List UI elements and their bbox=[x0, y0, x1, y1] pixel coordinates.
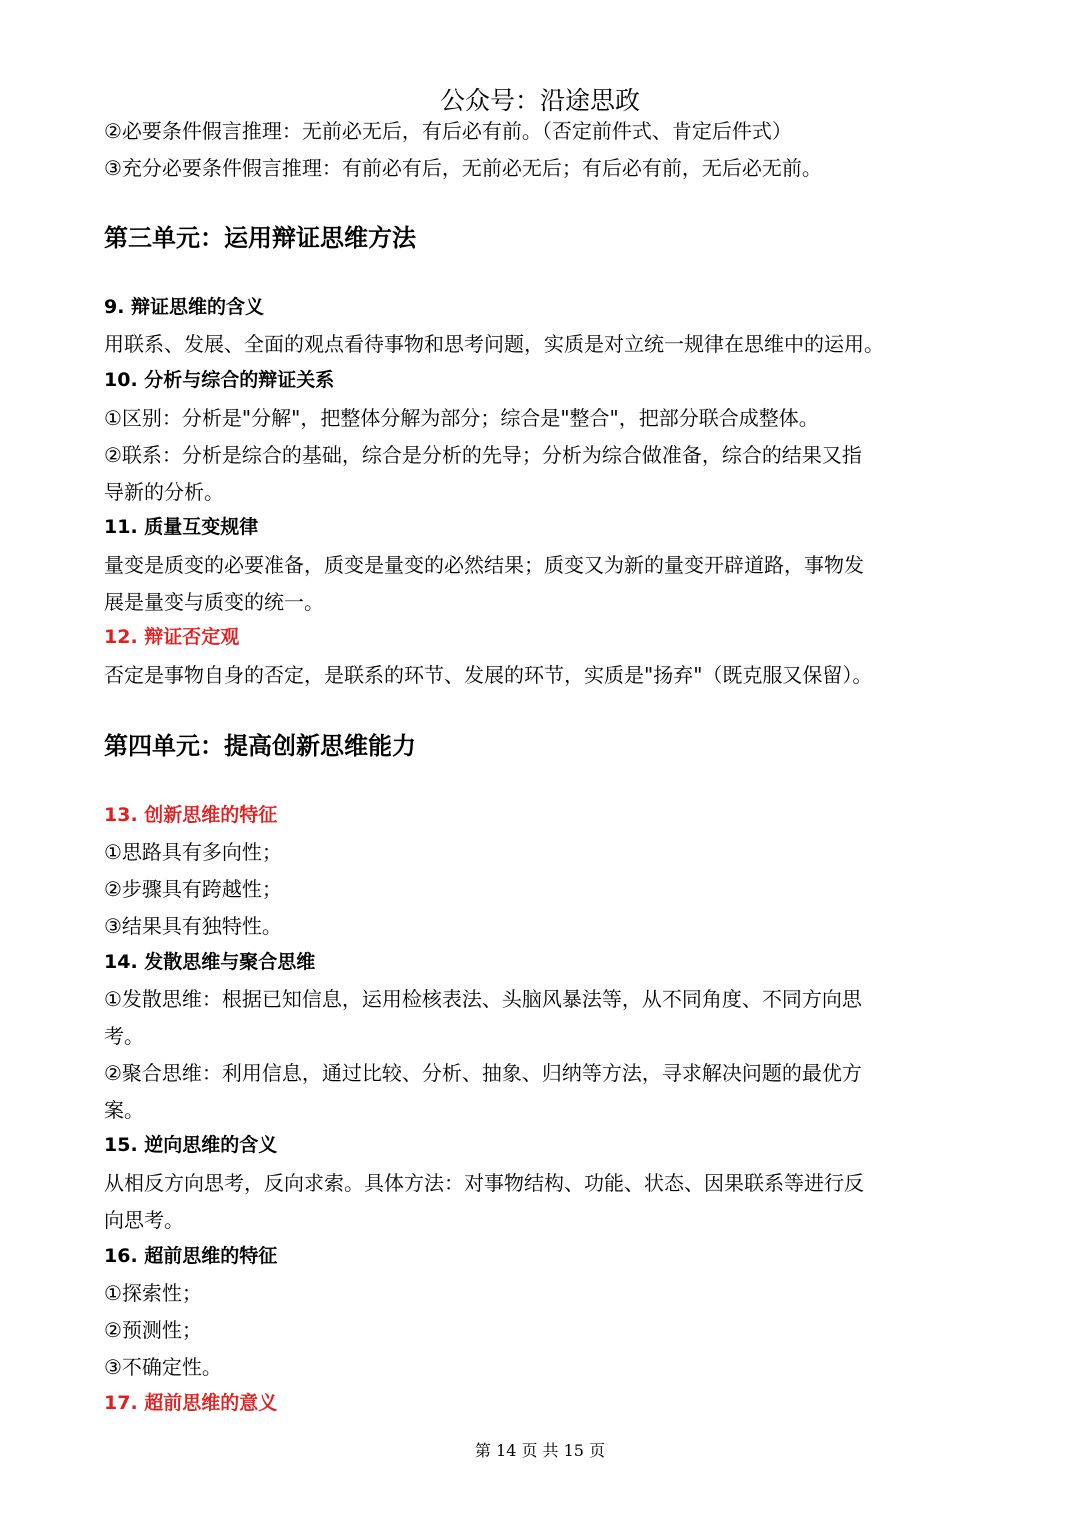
section-heading: 9. 辩证思维的含义 bbox=[104, 296, 265, 318]
text-line: ①发散思维：根据已知信息，运用检核表法、头脑风暴法等，从不同角度、不同方向思 bbox=[104, 987, 862, 1011]
text-line: 从相反方向思考，反向求索。具体方法：对事物结构、功能、状态、因果联系等进行反 bbox=[104, 1171, 864, 1195]
text-line: ②聚合思维：利用信息，通过比较、分析、抽象、归纳等方法，寻求解决问题的最优方 bbox=[104, 1061, 862, 1085]
unit-heading: 第四单元：提高创新思维能力 bbox=[104, 732, 416, 760]
section-heading-highlighted: 12. 辩证否定观 bbox=[104, 626, 240, 648]
text-line: ①区别：分析是"分解"，把整体分解为部分；综合是"整合"，把部分联合成整体。 bbox=[104, 406, 819, 430]
text-line: ②步骤具有跨越性； bbox=[104, 877, 282, 901]
section-heading: 10. 分析与综合的辩证关系 bbox=[104, 369, 335, 391]
text-line: ①探索性； bbox=[104, 1281, 202, 1305]
section-heading-highlighted: 17. 超前思维的意义 bbox=[104, 1392, 278, 1414]
text-line: 考。 bbox=[104, 1024, 144, 1048]
text-line: 用联系、发展、全面的观点看待事物和思考问题，实质是对立统一规律在思维中的运用。 bbox=[104, 332, 884, 356]
text-line: ②联系：分析是综合的基础，综合是分析的先导；分析为综合做准备，综合的结果又指 bbox=[104, 443, 862, 467]
text-line: 展是量变与质变的统一。 bbox=[104, 590, 324, 614]
text-line: ③充分必要条件假言推理：有前必有后，无前必无后；有后必有前，无后必无前。 bbox=[104, 156, 822, 180]
unit-heading: 第三单元：运用辩证思维方法 bbox=[104, 224, 416, 252]
page-footer: 第 14 页 共 15 页 bbox=[474, 1441, 606, 1460]
text-line: ①思路具有多向性； bbox=[104, 840, 282, 864]
section-heading-highlighted: 13. 创新思维的特征 bbox=[104, 804, 278, 826]
section-heading: 11. 质量互变规律 bbox=[104, 516, 259, 538]
text-line: 导新的分析。 bbox=[104, 480, 224, 504]
section-heading: 16. 超前思维的特征 bbox=[104, 1245, 278, 1267]
text-line: 向思考。 bbox=[104, 1208, 184, 1232]
page-header: 公众号：沿途思政 bbox=[439, 86, 640, 115]
text-line: ③结果具有独特性。 bbox=[104, 914, 282, 938]
text-line: ②预测性； bbox=[104, 1318, 202, 1342]
section-heading: 15. 逆向思维的含义 bbox=[104, 1134, 278, 1156]
section-heading: 14. 发散思维与聚合思维 bbox=[104, 951, 316, 973]
text-line: 量变是质变的必要准备，质变是量变的必然结果；质变又为新的量变开辟道路，事物发 bbox=[104, 553, 864, 577]
text-line: 案。 bbox=[104, 1098, 144, 1122]
text-line: 否定是事物自身的否定，是联系的环节、发展的环节，实质是"扬弃"（既克服又保留）。 bbox=[104, 663, 873, 687]
text-line: ③不确定性。 bbox=[104, 1355, 222, 1379]
text-line: ②必要条件假言推理：无前必无后，有后必有前。（否定前件式、肯定后件式） bbox=[104, 119, 792, 143]
